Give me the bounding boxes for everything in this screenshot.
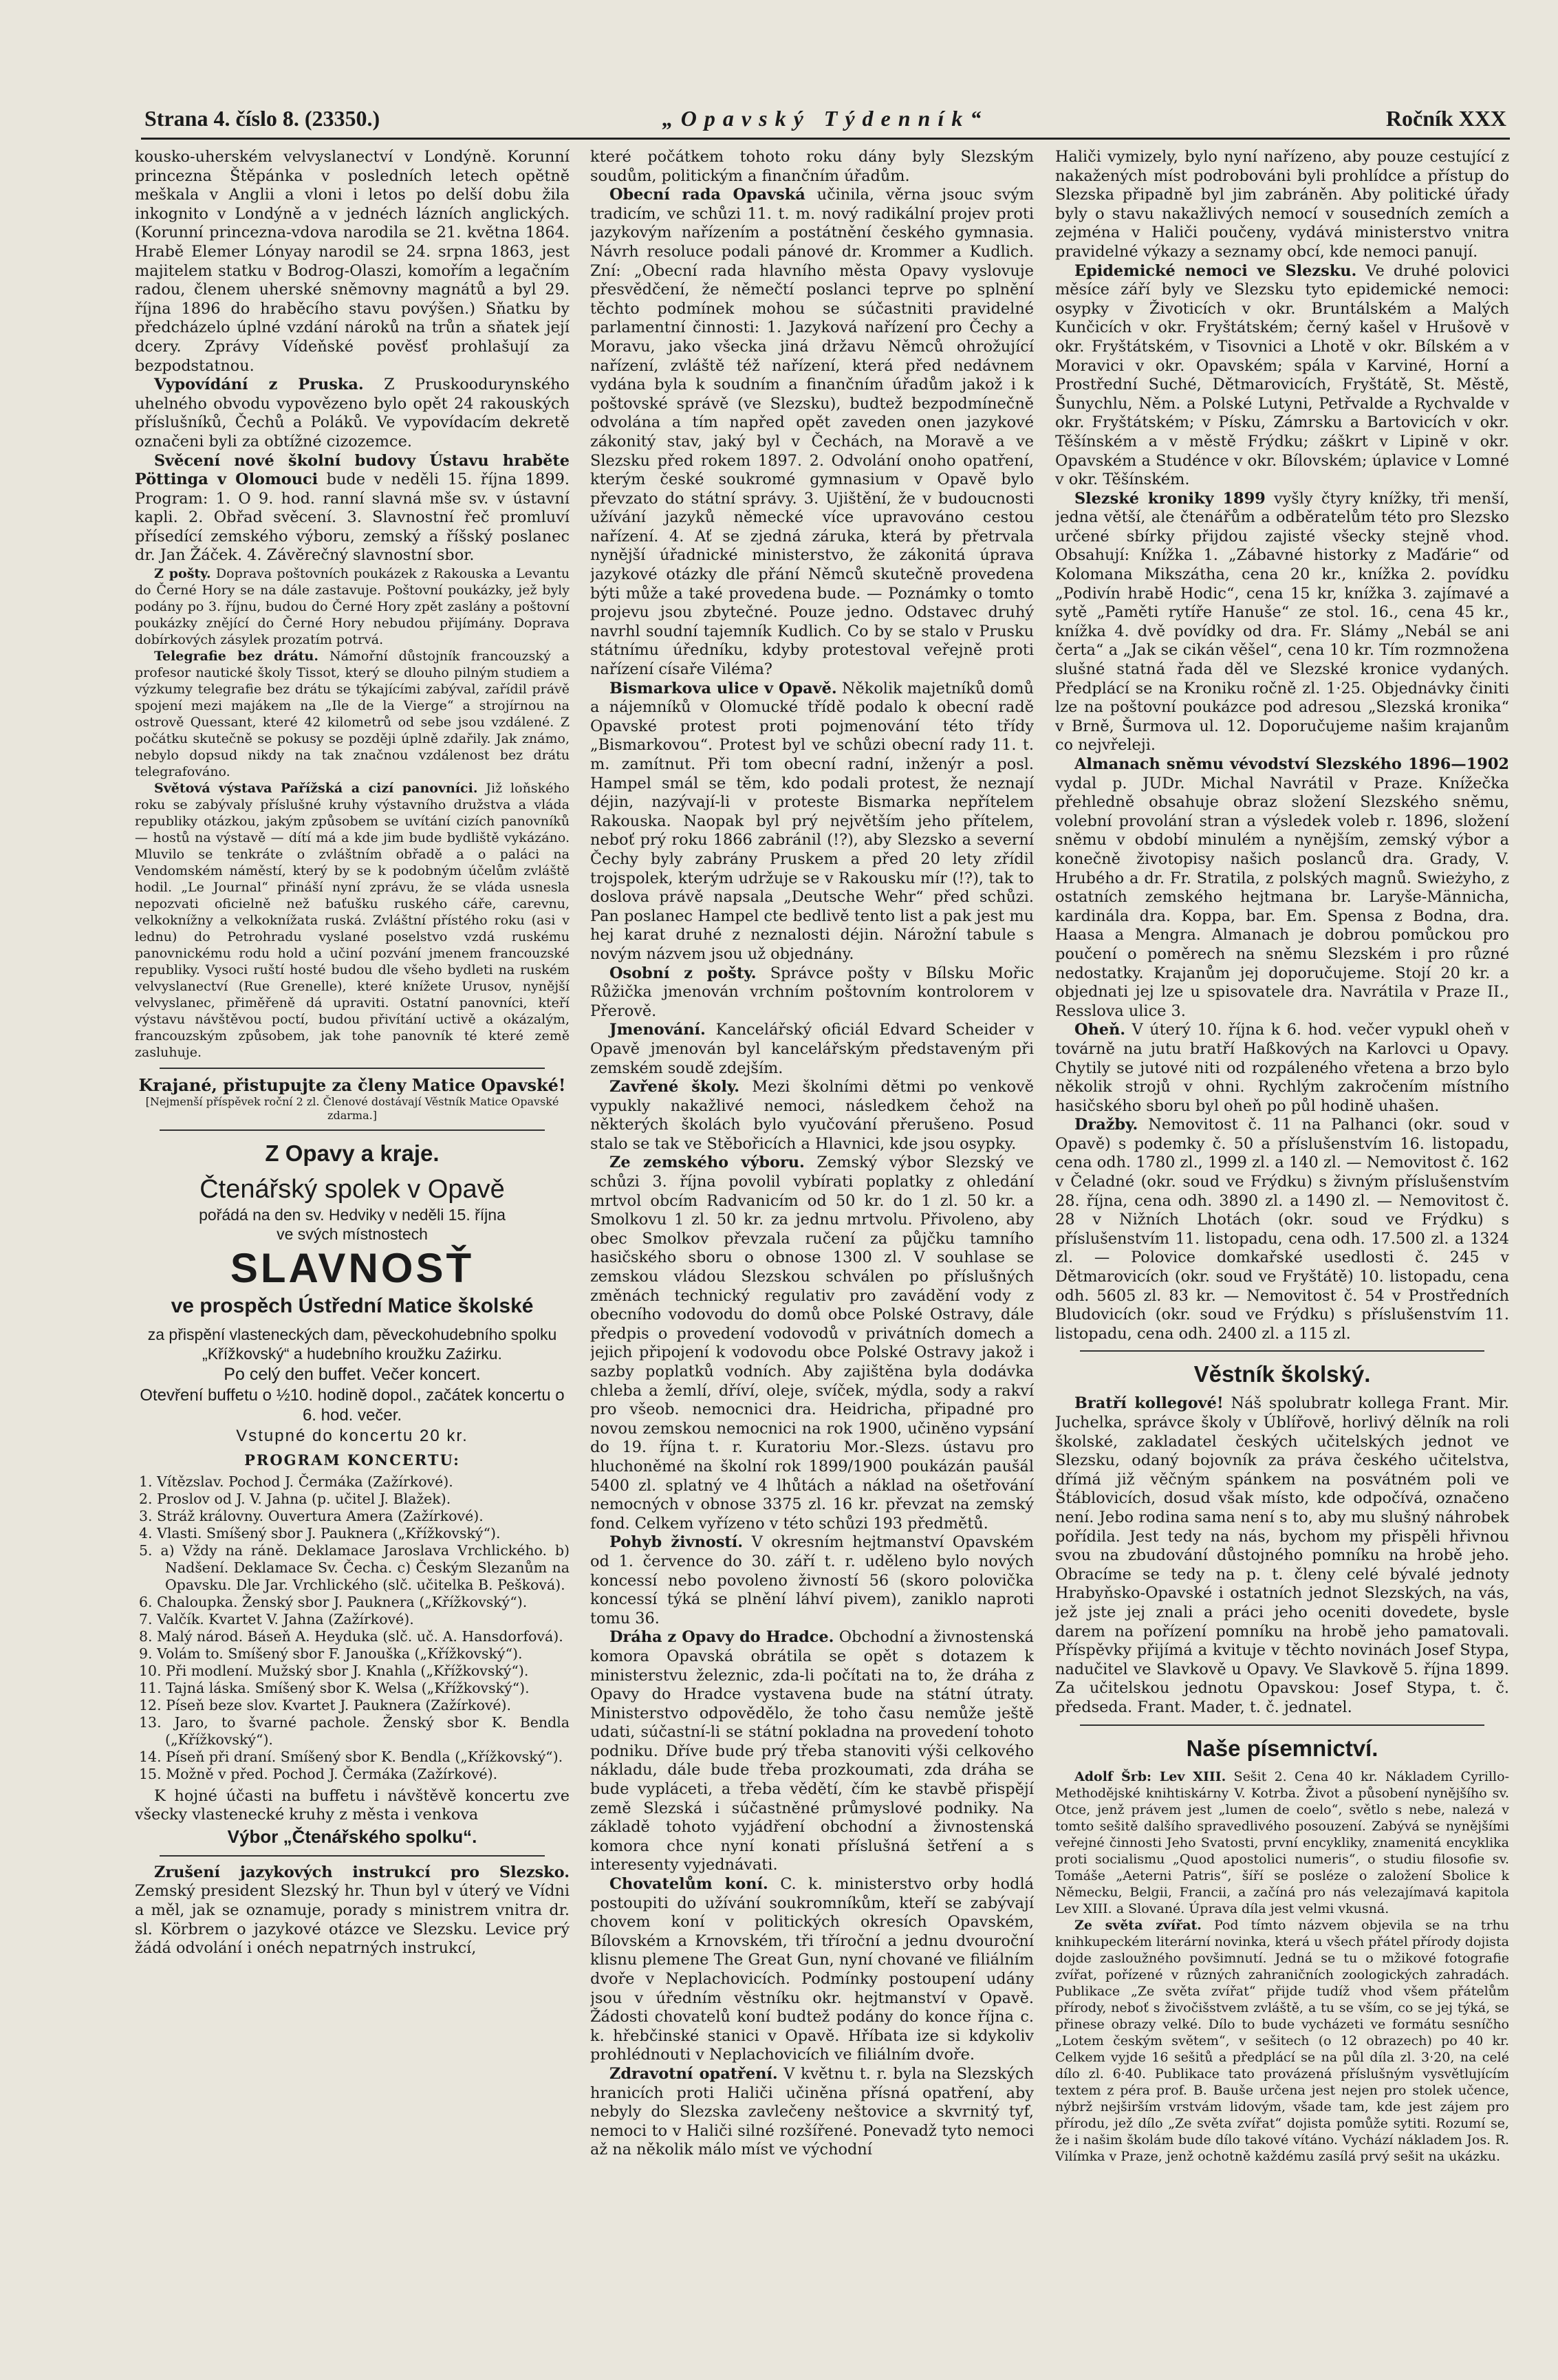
article-heading: Telegrafie bez drátu. [154, 649, 318, 664]
article-text: Mezi školními dětmi po venkově vypukly nakažlivé nemoci, následkem čehož na některých školách bylo vyučování přerušeno. Posud stalo se tak ve Stěbořicích a Hlavnici, kde jsou osypky. [590, 1078, 1034, 1153]
header-rule [141, 138, 1510, 140]
article [135, 648, 570, 780]
article-text: Náš spolubratr kollega Frant. Mir. Juchelka, správce školy v Úblířově, horlivý dělník na roli školské, zakladatel českých učitelských jednot ve Slezsku, odaný bojovník za práva českého učitelstva, dřímá již věčným spánkem na posvátném poli ve Štáblovicích, dosud však místo, kde odpočívá, označeno není. Jebo rodina sama není s to, aby mu slušný náhrobek pořídila. Jest tedy na nás, bychom my přispěli hřivnou svou na zbudování důstojného pomníku na hrobě jeho. Obracíme se tedy na p. t. členy celé bývalé jednoty Hrabyňsko-Opavské i ostatních jednot Slezských, na vás, jež jste jej znali a práci jeho oceniti dovedete, bysle darem na pořízení pomníku na hrobě jeho pamatovali. Příspěvky přijímá a kvituje v těchto novinách Josef Stypa, nadučitel ve Slavkově u Opavy. Ve Slavkově 5. října 1899. Za učitelskou jednotu Opavskou: Josef Stypa, t. č. předseda. Frant. Mader, t. č. jednatel. [1055, 1394, 1509, 1716]
program-item: 10. Při modlení. Mužský sbor J. Knahla („Křížkovský“). [139, 1662, 529, 1679]
divider [160, 1129, 545, 1131]
article-heading: Jmenování. [609, 1021, 706, 1039]
article-text: Sešit 2. Cena 40 kr. Nákladem Cyrillo-Methodějské knihtiskárny V. Kotrba. Život a působení nynějšího sv. Otce, jenž právem jest „lumen de coelo“, světlo s nebe, nalezá v tomto sešitě dalšího spravedlivého posouzení. Zabývá se nynějšími veřejné činnosti Jeho Svatosti, první encykliky, znamenitá encyklika proti socialismu „Quod apostolici numeris“, o studiu filosofie sv. Tomáše „Aeterni Patris“, šíří se posléze o založení Sbolice k Německu, Belgii, Francii, a začíná pro nás velezajímavá kapitola Lev XIII. a Slované. Úprava díla jest velmi vkusná. [1055, 1768, 1509, 1916]
article [590, 1875, 1034, 2065]
article [1055, 755, 1509, 1021]
article-text: Několik majetníků domů a nájemníků v Olomucké třídě podalo k obecní radě Opavské protest proti pojmenování této třídy „Bismarkovou“. Protest byl ve schůzi obecní rady 11. t. m. zamítnut. Při tom obecní radní, inženýr a posl. Hampel smál se těm, kdo podali protest, že neznají déjin, nazývají-li v proteste Bismarka nepřítelem Rakouska. Naopak byl prý největším jeho přítelem, neboť prý roku 1866 zabránil (!?), aby Slezsko a severní Čechy byly zabrány Pruskem a před 20 lety zřídil trojspolek, kterým udržuje se v Rakousku mír (!?), tak to doslova právě napsala „Deutsche Wehr“ před schůzi. Pan poslanec Hampel cte bedlivě tento list a pak jest mu hej karat druhé z neznalosti déjin. Nárožní tabule s novým názvem jsou už objednány. [590, 679, 1034, 963]
program-item: 13. Jaro, to švarné pachole. Ženský sbor K. Bendla („Křížkovský“). [139, 1713, 570, 1748]
article-text: Již loňského roku se zabývaly příslušné kruhy výstavního družstva a vláda republiky otázkou, jakým způsobem se uvítání cizích panovníků — hostů na výstavě — dítí má a kde jim bude bydliště vykázáno. Mluvilo se tenkráte o zvláštním obřadě a o paláci na Vendomském náměstí, který by se k podobným účelům zvláště hodil. „Le Journal“ přináší nyní zprávu, že se vláda usnesla nepozvati oficielně než baťušku ruského cáře, carevnu, velkoknížny a velkoknížata ruská. Zvláštní přístého roku (asi v lednu) do Petrohradu vyslané poselstvo vzdá ruskému panovnickému rodu hold a učiní pozvání jmenem francouzské republiky. Vysoci ruští hosté budou dle všeho bydleti na ruském velvyslanectví (Rue Grenelle), které knížete Urusov, nynější velvyslanec, přiměřeně dá upraviti. Ostatní panovníci, kteří výstavu návštěvou poctí, budou přivítání uctivě a okázalým, francouzským způsobem, jak tohe panovník té které země zasluhuje. [135, 781, 570, 1061]
program-item: 3. Stráž královny. Ouvertura Amera (Zažírkové). [139, 1507, 484, 1524]
article [135, 376, 570, 451]
ad-invitation: K hojné účasti na buffetu i návštěvě koncertu zve všecky vlastenecké kruhy z města i venkova [135, 1786, 570, 1824]
program-item: 8. Malý národ. Báseň A. Heyduka (slč. uč. A. Hansdorfová). [139, 1627, 563, 1645]
ad-signature: Výbor „Čtenářského spolku“. [227, 1826, 477, 1847]
program-item: 15. Možně v před. Pochod J. Čermáka (Zažírkové). [139, 1765, 498, 1782]
column-3 [1055, 148, 1509, 2352]
ad-date: pořádá na den sv. Hedviky v neděli 15. října [199, 1205, 506, 1224]
article-text: V úterý 10. října k 6. hod. večer vypukl oheň v továrně na jutu bratří Haßkových na Karlovci u Opavy. Chytily se jutové niti od rozpáleného vřetena a brzo bylo několik strojů v ohni. Rychlým zakročením místního hasičského sboru byl oheň po půl hodině uhašen. [1055, 1021, 1509, 1115]
article [1055, 490, 1509, 755]
article-heading: Z pošty. [154, 566, 211, 582]
ad-support: za přispění vlasteneckých dam, pěveckohudebního spolku „Křížkovský“ a hudebního kroužku Zaźirku. [147, 1325, 557, 1363]
article-heading: Světová výstava Pařížská a cizí panovníci. [154, 781, 478, 797]
program-item: 11. Tajná láska. Smíšený sbor K. Welsa („Křížkovský“). [139, 1679, 530, 1696]
article-heading: Osobní z pošty. [609, 964, 757, 982]
article-text: Haliči vymizely, bylo nyní nařízeno, aby pouze cestující z nakažených míst podrobováni byli prohlídce a přístup do Slezska připadně byl jim zabráněn. Aby politické úřady byly o stavu nakažlivých nemocí v sousedních zemích a zejména v Haliči poučeny, vydává ministerstvo vnitra pravidelné výkazy a seznamy obcí, kde nemoci panují. [1055, 148, 1509, 261]
article-heading: Ze zemského výboru. [609, 1154, 805, 1172]
article-text: Námořní důstojník francouzský a profesor nautické školy Tissot, který se dlouho pilným studiem a výzkumy telegrafie bez drátu se týkajícími zabýval, zařídil právě spojení mezi majákem na „Ile de la Vierge“ a strojírnou na ostrově Quessant, které 42 kilometrů od sebe jsou vzdálené. Z počátku skutečně se pokusy se později úplně zdařily. Jak známo, nebylo dopsud nikdy na tak značnou vzdálenost bez drátu telegrafováno. [135, 649, 570, 780]
article-text: které počátkem tohoto roku dány byly Slezským soudům, politickým a finančním úřadům. [590, 148, 1034, 185]
article [1055, 1021, 1509, 1116]
article [135, 452, 570, 566]
header-volume: Ročník XXX [1385, 106, 1506, 131]
article [590, 1154, 1034, 1533]
article-heading: Ze světa zvířat. [1074, 1917, 1202, 1933]
article [590, 2065, 1034, 2160]
article [590, 680, 1034, 964]
article-heading: Slezské kroniky 1899 [1074, 489, 1266, 508]
article-heading: Epidemické nemoci ve Slezsku. [1074, 261, 1357, 280]
article-text: vyšly čtyry knížky, tři menší, jedna větší, ale čtenářům a odběratelům této pro Slezsko určené sbírky přijdou zajisté všecky stejně vhod. Obsahují: Knížka 1. „Zábavné historky z Maďárie“ od Kolomana Mikszátha, cena 20 kr., knížka 2. povídku „Podivín hrabě Hodic“, cena 15 kr, knížka 3. zajímavé a sytě „Paměti rytíře Hanuše“ ze stol. 16., cena 45 kr., knížka 4. dvě povídky od dra. Fr. Slámy „Nebál se ani čerta“ a „Jak se cikán věšel“, cena 10 kr. Tím rozmnožena slušné statná řada děl ve Slezské kronice vydaných. Předplácí se na Kroniku ročně zl. 1·25. Objednávky činiti lze na poštovní poukázce pod adresou „Slezská kronika“ v Brně, Šurmova ul. 12. Doporučujeme našim krajanům co nejvřeleji. [1055, 489, 1509, 755]
program-title: PROGRAM KONCERTU: [244, 1451, 460, 1469]
matice-appeal: Krajané, přistupujte za členy Matice Opavské! [138, 1075, 566, 1096]
article-heading: Zdravotní opatření. [609, 2064, 778, 2083]
article-text: bude v neděli 15. října 1899. Program: 1. O 9. hod. ranní slavná mše sv. v ústavní kapli. 2. Obřad svěcení. 3. Slavnostní řeč promluví přísedící zemského výboru, zemský a říšský poslanec dr. Jan Žáček. 4. Závěrečný slavnostní sbor. [135, 470, 570, 565]
ad-buffet: Po celý den buffet. Večer koncert. [224, 1364, 481, 1384]
article [135, 780, 570, 1061]
article [590, 1628, 1034, 1875]
article [1055, 1116, 1509, 1343]
article [590, 1533, 1034, 1628]
section-title: Z Opavy a kraje. [265, 1140, 440, 1166]
article-heading: Adolf Šrb: Lev XIII. [1074, 1768, 1226, 1784]
article-text: Z Pruskoodurynského uhelného obvodu vypovězeno bylo opět 24 rakouských příslušníků, Čechů a Poláků. Ve vypovídacím dekretě označeni byli za obtížné cizozemce. [135, 376, 570, 451]
ad-beneficiary: ve prospěch Ústřední Matice školské [171, 1294, 534, 1317]
article [590, 1078, 1034, 1154]
ad-event-title: SLAVNOSŤ [230, 1244, 475, 1291]
article-heading: Obecní rada Opavská [609, 186, 805, 204]
concert-advertisement [135, 1173, 570, 1848]
article [1055, 1917, 1509, 2165]
article-heading: Chovatelům koní. [609, 1875, 768, 1894]
article-heading: Bismarkova ulice v Opavě. [609, 679, 837, 697]
column-2 [590, 148, 1034, 2352]
article-text: C. k. ministerstvo orby hodlá postoupiti do užívání soukromníkům, kteří se zabývají chovem koní v politických okresích Opavském, Bílovském a Krnovském, tři tříroční a jednu dvouroční klisnu plemene The Great Gun, nyní chované ve filiálním dvoře v Neplachovicích. Podmínky postoupení udány jsou v úředním věstníku okr. hejtmanství v Opavě. Žádosti chovatelů koní budtež podány do konce října c. k. hřebčinské stanici v Opavě. Hříbata ize si kdykoliv prohlédnouti v Neplachovicích ve filiálním dvoře. [590, 1875, 1034, 2064]
page-header [144, 103, 1506, 138]
article-heading: Almanach sněmu vévodství Slezského 1896—1902 [1074, 755, 1509, 773]
article-text: učinila, věrna jsouc svým tradicím, ve schůzi 11. t. m. nový radikální projev proti jazykovým nařízením a postátnění českého gymnasia. Návrh resoluce podali pánové dr. Krommer a Kudlich. Zní: „Obecní rada hlavního města Opavy vyslovuje přesvědčení, že němečtí poslanci teprve po splnění těchto podmínek mohou se súčastniti pravidelné parlamentní činnosti: 1. Jazyková nařízení pro Čechy a Moravu, jako všecka jiná državu Němců ohrožující nařízení, zvláště též nařízení, která před nedávnem vydána byla k soudním a finančním úřadům jakož i k poštovské správě (ve Slezsku), budtež bezpodmínečně odvolána a tím napřed opět zaveden onen jazykové zákonitý stav, jaký byl v Čechách, na Moravě a ve Slezsku před rokem 1897. 2. Odvolání onoho opatření, kterým české soukromé gymnasium v Opavě bylo převzato do státní správy. 3. Ujištění, že v budoucnosti užívání jazyků německé více upravováno cestou nařízení. 4. Ať se zjedná záruka, která by přetrvala nynější úřadnické ministerstvo, že zákonitá úprava jazykové otázky dle přání Němců skutečně provedena býti může a také provedena bude. — Poznámky o tomto projevu jsou zbytečné. Pouze jedno. Odstavec druhý navrhl soudní tajemník Kudlich. Co by se stalo v Prusku státnímu úředníku, kdyby protestoval veřejně proti nařízení císaře Viléma? [590, 186, 1034, 679]
program-item: 7. Valčík. Kvartet V. Jahna (Zažírkové). [139, 1610, 414, 1627]
ad-times: Otevření buffetu o ½10. hodině dopol., začátek koncertu o 6. hod. večer. [140, 1385, 565, 1425]
article [1055, 1394, 1509, 1717]
article [1055, 262, 1509, 490]
divider [160, 1855, 545, 1857]
article-text: V květnu t. r. byla na Slezských hranicích proti Haliči učiněna přísná opatření, aby nebyly do Slezska zavlečeny neštovice a skvrnitý tyf, nemoci to v Haliči silné rozšířené. Ponevadž tyto nemoci až na několik málo míst ve východní [590, 2064, 1034, 2159]
article [1055, 1768, 1509, 1917]
program-item: 1. Vítězslav. Pochod J. Čermáka (Zažírkové). [139, 1473, 453, 1490]
divider [1080, 1350, 1484, 1352]
article-text: Zemský president Slezský hr. Thun byl v úterý ve Vídni a měl, jak se oznamuje, porady s ministrem vnitra dr. sl. Körbrem o jazykové otázce ve Slezsku. Levice prý žádá odvolání i onéch nepatrných instrukcí, [135, 1882, 570, 1958]
program-item: 5. a) Vždy na ráně. Deklamace Jaroslava Vrchlického. b) Nadšení. Deklamace Sv. Čecha. c) Českým Slezanům na Opavsku. Dle Jar. Vrchlického (slč. učitelka B. Pešková). [139, 1541, 570, 1593]
article-text: Zemský výbor Slezský ve schůzi 3. října povolil vybírati poplatky z ohledání mrtvol obcím Radvanicím od 50 kr. do 1 zl. 50 kr. a Smolkovu 1 zl. 50 kr. za jednu mrtvolu. Přivoleno, aby obec Smolkov převzala ručení za půjčku tamního hasičského sboru o obnose 1300 zl. V souhlase se zemskou vládou Slezskou schválen po příslušných změnách technický regulativ pro zavádění vody z obecního vodovodu do domů obce Polské Ostravy, dále předpis o provedení vodovodů v privátních domech a jejich připojení k vodovodu obce Polské Ostravy jakož i sazby poplatků vodních. Aby zajištěna byla dodávka chleba a žemlí, dříví, oleje, svíček, mýdla, sody a rakví pro všeob. nemocnici dra. Heidricha, připadné pro novou zemskou nemocnici na rok 1900, učiněno vypsání do 19. října t. r. Kuratoriu Mor.-Slezs. ústavu pro hluchoněmé na školní rok 1899/1900 poukázán paušál 5400 zl. splatný ve 4 lhůtách a náklad na ošetřování nemocných v obnose 3375 zl. 16 kr. převzat na zemský fond. Celkem vyřízeno v této schůzi 193 předmětů. [590, 1154, 1034, 1533]
divider [160, 1068, 545, 1069]
article-text: Obchodní a živnostenská komora Opavská obrátila se opět s dotazem k ministerstvu železnic, zda-li počítati na to, že dráha z Opavy do Hradce vystavena bude na státní útraty. Ministerstvo odpovědělo, že toho času nemůže ještě udati, súčastní-li se státní pokladna na provedení tohoto podniku. Dříve bude prý třeba stanoviti výši celkového nákladu, dále bude třeba prozkoumati, zda dráha se bude vypláceti, a třeba vědětí, čím ke stavbě přispějí země Slezská i súčastněné průmyslové podniky. Na základě tohoto vyjádření obchodní a živnostenská komora chce nyní konati příslušná šetření a s interesenty vyjednávati. [590, 1628, 1034, 1874]
article-heading: Pohyb živností. [609, 1533, 744, 1552]
article [590, 964, 1034, 1021]
program-item: 9. Volám to. Smíšený sbor F. Janouška („Křížkovský“). [139, 1645, 523, 1662]
article [135, 565, 570, 648]
ad-venue: ve svých místnostech [277, 1224, 428, 1243]
program-item: 6. Chaloupka. Ženský sbor J. Pauknera („Křížkovský“). [139, 1593, 528, 1610]
article [135, 1863, 570, 1958]
program-item: 14. Píseň při draní. Smíšený sbor K. Bendla („Křížkovský“). [139, 1748, 563, 1765]
divider [1080, 1724, 1484, 1726]
article-heading: Zavřené školy. [609, 1078, 740, 1096]
article-text: Doprava poštovních poukázek z Rakouska a Levantu do Černé Hory se na dále zastavuje. Poštovní poukázky, jež byly podány po 3. říjnu, budou do Černé Hory zpět zaslány a poštovní poukázky znějící do Černé Hory nebudou přijímány. Doprava dobírkových zásylek prozatím potrvá. [135, 566, 570, 648]
concert-program [135, 1473, 570, 1783]
program-item: 2. Proslov od J. V. Jahna (p. učitel J. Blažek). [139, 1490, 451, 1507]
article-text: Nemovitost č. 11 na Palhanci (okr. soud v Opavě) s podemky č. 50 a příslušenstvím 16. listopadu, cena odh. 1780 zl., 1999 zl. a 140 zl. — Nemovitost č. 162 v Čeladné (okr. soud ve Frýdku) s živným příslušenstvím 28. října, cena odh. 3890 zl. a 1490 zl. — Nemovitost č. 28 v Nižních Lhotách (okr. soud ve Frýdku) s příslušenstvím 11. listopadu, cena odh. 17.500 zl. a 1324 zl. — Polovice domkařské usedlosti č. 245 v Dětmarovicích (okr. soud ve Fryštátě) 10. listopadu, cena odh. 5605 zl. 83 kr. — Nemovitost č. 54 v Prostředních Bludovicích (okr. soud ve Frýdku) s příslušenstvím 11. listopadu, cena odh. 2400 zl. a 115 zl. [1055, 1116, 1509, 1343]
article [590, 186, 1034, 679]
article-heading: Dražby. [1074, 1116, 1138, 1134]
program-item: 4. Vlasti. Smíšený sbor J. Pauknera („Křížkovský“). [139, 1524, 501, 1541]
column-1 [135, 148, 570, 2352]
article-text: vydal p. JUDr. Michal Navrátil v Praze. Knížečka přehledně obsahuje obraz složení Slezského sněmu, volební provolání stran a výsledek voleb r. 1896, složení sněmu v období minulém a nynějším, zemský výbor a konečně životopisy našich poslanců dra. Grady, V. Hrubého a dr. Fr. Stratila, z polských magnů. Swieżyho, z ostatních zemského hejtmana br. Laryše-Männicha, kardinála dra. Koppa, bar. Em. Spensa z Bodna, dra. Haasa a Mengra. Almanach je dobrou pomůckou pro poučení o poměrech na sněmu Slezském i pro různé nedostatky. Krajanům jej doporučujeme. Stojí 20 kr. a objednati jej lze u spisovatele dra. Navrátila v Praze II., Resslova ulice 3. [1055, 774, 1509, 1020]
article-heading: Svěcení nové školní budovy Ústavu hraběte Pöttinga v Olomouci [135, 451, 570, 489]
article-heading: Bratří kollegové! [1074, 1394, 1224, 1413]
article-text: Pod tímto názvem objevila se na trhu knihkupeckém literární novinka, která u všech přátel přírody dojista dojde zasloužného povšimnutí. Jedná se tu o mžikové fotografie zvířat, pořízené v různých zahraničních zoologických zahradách. Publikace „Ze světa zvířat“ přijde tudíž vhod všem přátelům přírody, neboť s živočišstvem zvláště, a tu se vším, co se jej týká, se přinese obrazy velké. Dílo to bude vycházeti ve formátu sesníčho „Lotem českým světem“, v sešitech (o 12 obrazech) po 40 kr. Celkem vyjde 16 sešitů a předplácí se na půl díla zl. 3·20, na celé dílo zl. 6·40. Publikace tato provázená příslušným vysvětlujícím textem z péra prof. B. Bauše určena jest nejen pro stolek učence, nýbrž nejširším vrstvám lidovým, všade tam, kde jest zájem pro přírodu, jež dílo „Ze světa zvířat“ dojista pomůže sytiti. Rozumí se, že i našim školám bude dílo takové vítáno. Vychází nákladem Jos. R. Vilímka v Praze, jenž ochotně každému zasílá prvý sešit na ukázku. [1055, 1917, 1509, 2164]
article-text: Ve druhé polovici měsíce září byly ve Slezsku tyto epidemické nemoci: osypky v Životicích v okr. Bruntálském a Malých Kunčicích v okr. Fryštátském; černý kašel v Hrušově v okr. Fryštátském, v Tisovnici a Lhotě v okr. Bílském a v Moravici v okr. Opavském; spála v Karviné, Horní a Prostřední Suché, Dětmarovicích, Fryštátě, St. Městě, Šunychlu, Něm. a Polské Lutyni, Petřvalde a Rychvalde v okr. Fryštátském; v Písku, Zámrsku a Bartovicích v okr. Těšínském a v městě Frýdku; záškrt v Lipině v okr. Opavském a Studénce v okr. Bílovském; úplavice v Lomné v okr. Těšínském. [1055, 261, 1509, 489]
article-text: Kancelářský oficiál Edvard Scheider v Opavě jmenován byl kancelářským představeným při zemském soudě zdejším. [590, 1021, 1034, 1077]
article-text: Správce pošty v Bílsku Mořic Růžička jmenován vrchním poštovním kontrolorem v Přerově. [590, 964, 1034, 1020]
matice-note: [Nejmenší příspěvek roční 2 zl. Členové dostávají Věstník Matice Opavské zdarma.] [145, 1094, 559, 1122]
article-text: kousko-uherském velvyslanectví v Londýně. Korunní princezna Štěpánka v posledních letech opětně meškala v Anglii a vloni i letos po delší dobu žila inkognito v Londýně a v jednéch lázních anglických. (Korunní princezna-vdova narodila se 21. května 1864. Hrabě Elemer Lónyay narodil se 24. srpna 1863, jest majitelem statku v Bodrog-Olaszi, komořím a legačním radou, členem uherské sněmovny magnátů a byl 29. října 1896 do hraběcího stavu povýšen.) Sňatku by předcházelo úplné vzdání nároků na trůn a sňatek její dcery. Zprávy Vídeňské pověsť prohlašují za bezpodstatnou. [135, 148, 570, 375]
article-heading: Vypovídání z Pruska. [154, 376, 364, 394]
header-page-number: Strana 4. číslo 8. (23350.) [144, 106, 380, 131]
header-masthead: „Opavský Týdenník“ [662, 106, 989, 131]
ad-society: Čtenářský spolek v Opavě [199, 1174, 505, 1204]
article-heading: Oheň. [1074, 1021, 1126, 1039]
program-item: 12. Píseň beze slov. Kvartet J. Pauknera (Zažírkové). [139, 1696, 512, 1713]
article-text: V okresním hejtmanství Opavském od 1. července do 30. září t. r. uděleno bylo nových koncessí nebo povoleno živností 56 (skoro polovička koncessí týká se plnění láhví pivem), zaniklo naproti tomu 36. [590, 1533, 1034, 1627]
article-heading: Zrušení jazykových instrukcí pro Slezsko. [154, 1863, 570, 1881]
article [590, 1021, 1034, 1078]
article-heading: Dráha z Opavy do Hradce. [609, 1628, 834, 1647]
section-title-school: Věstník školský. [1193, 1361, 1371, 1387]
ad-admission: Vstupné do koncertu 20 kr. [236, 1426, 468, 1445]
section-title-literature: Naše písemnictví. [1186, 1735, 1378, 1761]
